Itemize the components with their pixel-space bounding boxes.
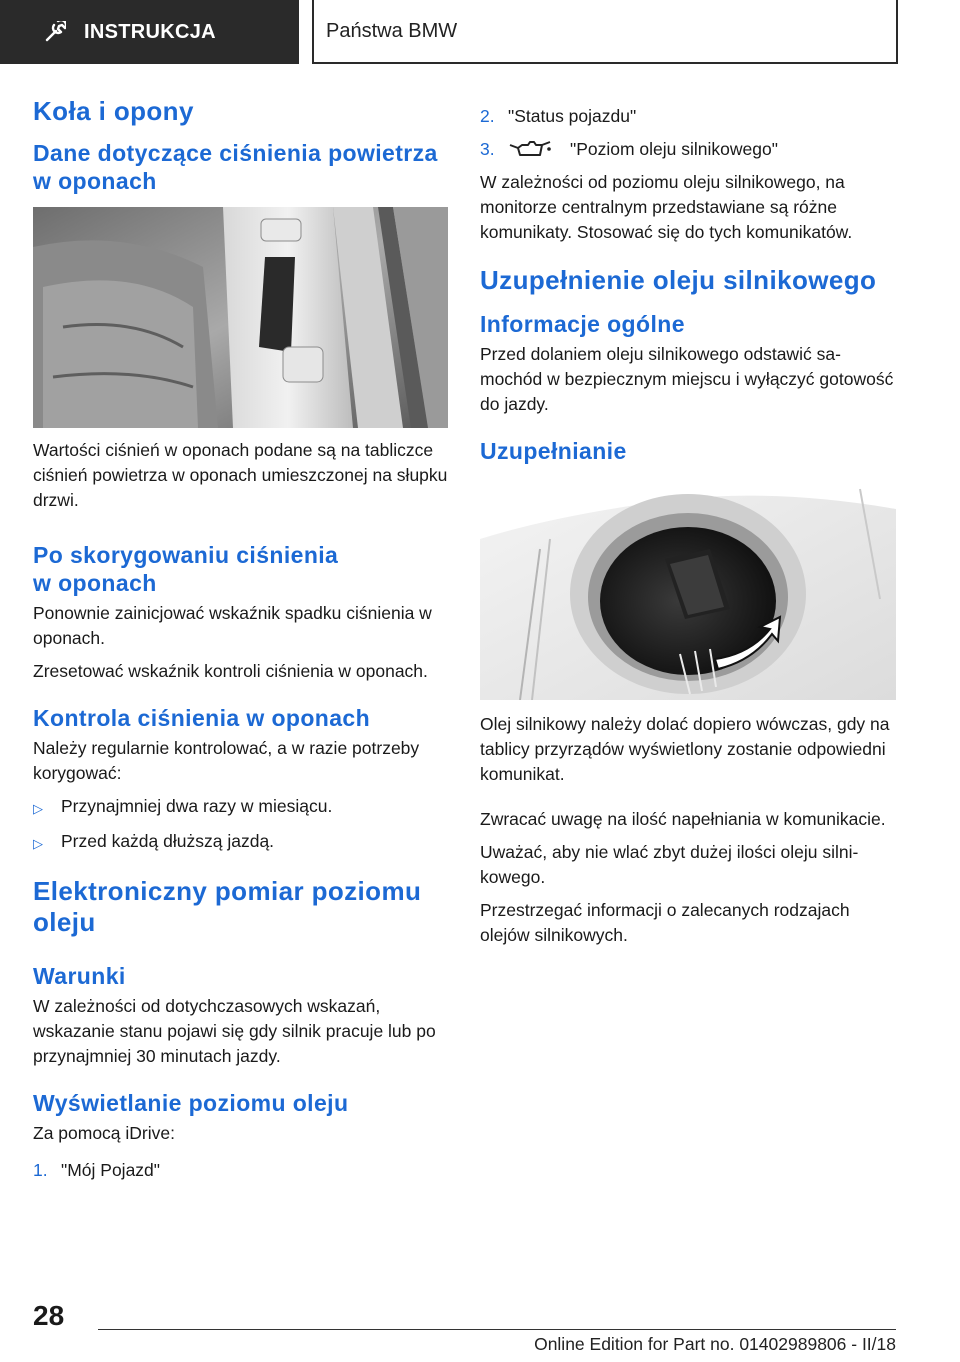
paragraph-przed-dolaniem: Przed dolaniem oleju silnikowego odstawić samochód w bezpiecznym miejscu i wyłączyć gotowość do jazdy. <box>480 344 894 414</box>
door-pillar-image <box>33 207 448 428</box>
list-item: 2. "Status pojazdu" <box>480 106 637 126</box>
heading-uzupelnianie: Uzupełnianie <box>480 438 627 464</box>
paragraph-olej-silnikowy: Olej silnikowy należy dolać dopiero wówczas, gdy na tablicy przyrządów wyświetlony zostanie odpowiedni komunikat. <box>480 714 890 784</box>
paragraph-przestrzegac: Przestrzegać informacji o zalecanych rodzajach olejów silnikowych. <box>480 900 850 945</box>
heading-informacje-ogolne: Informacje ogólne <box>480 311 685 337</box>
page-header <box>0 0 960 66</box>
bullet-triangle-icon: ▷ <box>33 836 43 851</box>
heading-po-skorygowaniu: Po skorygowaniu ciśnienia w oponach <box>33 542 339 596</box>
paragraph-za-pomoca: Za pomocą iDrive: <box>33 1123 175 1143</box>
left-column <box>33 96 448 1191</box>
heading-elektroniczny-pomiar: Elektroniczny pomiar poziomu oleju <box>33 876 422 937</box>
list-item: ▷ Przynajmniej dwa razy w miesiącu. <box>33 794 448 821</box>
heading-uzupelnienie-oleju: Uzupełnienie oleju silnikowego <box>480 265 877 295</box>
footer-divider <box>98 1329 896 1330</box>
list-item: 3. "Poziom oleju silnikowego" <box>480 137 896 162</box>
paragraph-zwracac: Zwracać uwagę na ilość napełniania w komunikacie. <box>480 809 886 829</box>
footer-edition: Online Edition for Part no. 01402989806 - II/18 <box>534 1334 896 1354</box>
paragraph-warunki: W zależności od dotychczasowych wskazań, wskazanie stanu pojawi się gdy silnik pracuje lub po przynajmniej 30 minutach jazdy. <box>33 996 436 1066</box>
paragraph-w-zaleznosci: W zależności od poziomu oleju silnikowego, na monitorze centralnym przedstawiane są różne komunikaty. Stosować się do tych komunikatów. <box>480 172 853 242</box>
tab-instrukcja[interactable] <box>0 0 299 64</box>
right-column <box>480 104 896 956</box>
list-item: 1. "Mój Pojazd" <box>33 1160 160 1180</box>
paragraph-nalezy: Należy regularnie kontrolować, a w razie potrzeby korygować: <box>33 738 420 783</box>
list-item: ▷ Przed każdą dłuższą jazdą. <box>33 829 448 856</box>
tab-panstwa-bmw-label: Państwa BMW <box>326 19 458 42</box>
oil-can-icon <box>508 137 570 162</box>
heading-kontrola-cisnienia: Kontrola ciśnienia w oponach <box>33 705 371 731</box>
heading-wyswietlanie: Wyświetlanie poziomu oleju <box>33 1090 349 1116</box>
tab-panstwa-bmw[interactable] <box>312 0 898 64</box>
paragraph-wartosci: Wartości ciśnień w oponach podane są na tabliczce ciśnień powietrza w oponach umieszczonej na słupku drzwi. <box>33 440 448 510</box>
wrench-icon <box>44 21 66 43</box>
paragraph-uwazac: Uważać, aby nie wlać zbyt dużej ilości oleju silnikowego. <box>480 842 859 887</box>
oil-filler-cap-image <box>480 479 896 700</box>
bullet-triangle-icon: ▷ <box>33 801 43 816</box>
paragraph-ponownie: Ponownie zainicjować wskaźnik spadku ciśnienia w oponach. <box>33 603 432 648</box>
tab-instrukcja-label: INSTRUKCJA <box>84 20 216 43</box>
page-number: 28 <box>33 1300 65 1331</box>
heading-dane-cisnienia: Dane dotyczące ciśnienia powietrza w oponach <box>33 140 438 194</box>
paragraph-zresetowac: Zresetować wskaźnik kontroli ciśnienia w oponach. <box>33 661 428 681</box>
heading-warunki: Warunki <box>33 963 126 989</box>
heading-kola-i-opony: Koła i opony <box>33 96 194 126</box>
